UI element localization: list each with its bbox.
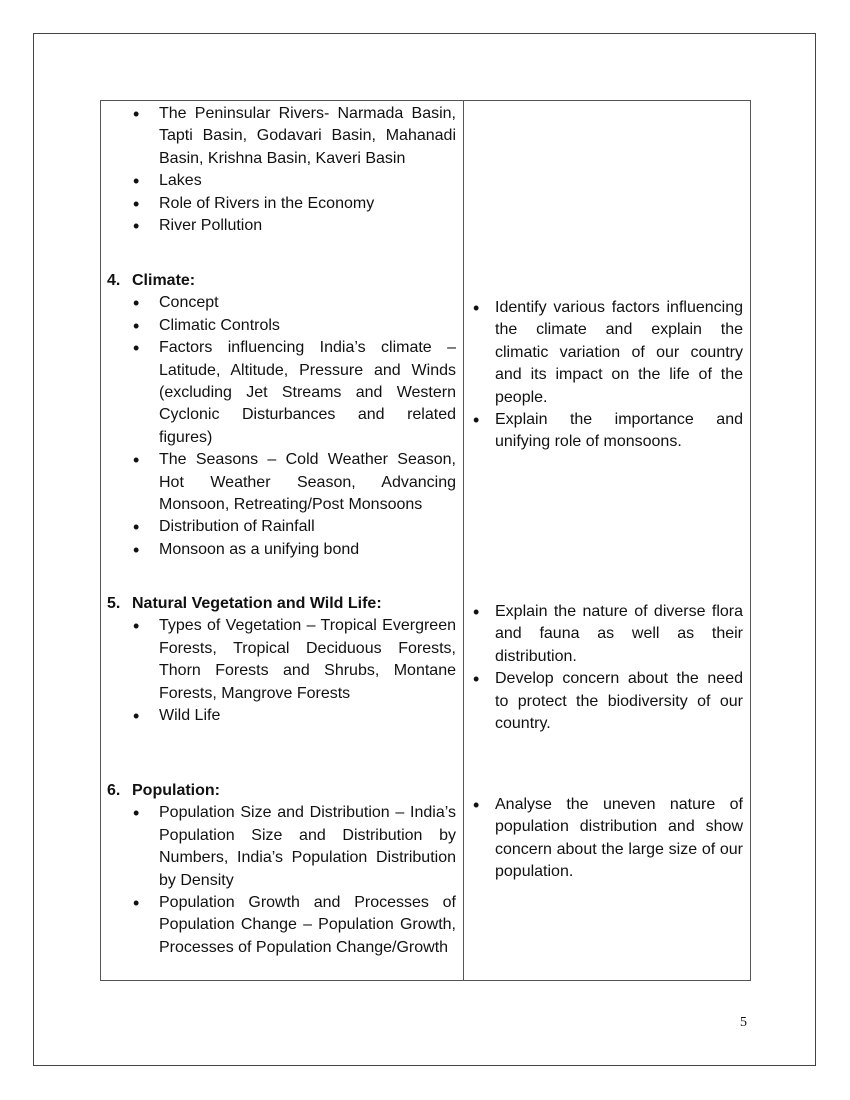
section-number: 6. (107, 782, 121, 799)
column-divider (463, 101, 464, 980)
list-item: • Develop concern about the need to protect the biodiversity of our country. (469, 668, 743, 735)
section-number: 4. (107, 272, 121, 289)
section-title: Climate: (132, 272, 196, 289)
section-heading (107, 593, 456, 615)
list-item: • Factors influencing India’s climate – Latitude, Altitude, Pressure and Winds (excluding Jet Streams and Western Cyclonic Disturbances and related figures) (107, 337, 456, 449)
population-list (107, 802, 456, 959)
climate-section (107, 270, 456, 561)
rivers-continued-block (107, 103, 456, 237)
population-section (107, 780, 456, 959)
list-item: • Climatic Controls (107, 315, 456, 337)
section-title: Population: (132, 782, 220, 799)
list-item: • Lakes (107, 170, 456, 192)
population-objectives-list (469, 794, 743, 884)
page-number: 5 (740, 1015, 747, 1030)
vegetation-objectives-list (469, 601, 743, 735)
list-item: • River Pollution (107, 215, 456, 237)
list-item: • Analyse the uneven nature of population distribution and show concern about the large size of our population. (469, 794, 743, 884)
section-heading (107, 270, 456, 292)
list-item: • Population Growth and Processes of Population Change – Population Growth, Processes of Population Change/Growth (107, 892, 456, 959)
climate-list (107, 292, 456, 561)
list-item: • Population Size and Distribution – India’s Population Size and Distribution by Numbers, India’s Population Distribution by Density (107, 802, 456, 892)
section-number: 5. (107, 595, 121, 612)
list-item: • Monsoon as a unifying bond (107, 539, 456, 561)
syllabus-table (100, 100, 751, 981)
list-item: • Wild Life (107, 705, 456, 727)
population-objectives (469, 794, 743, 884)
list-item: • The Peninsular Rivers- Narmada Basin, Tapti Basin, Godavari Basin, Mahanadi Basin, Krishna Basin, Kaveri Basin (107, 103, 456, 170)
list-item: • The Seasons – Cold Weather Season, Hot Weather Season, Advancing Monsoon, Retreating/Post Monsoons (107, 449, 456, 516)
section-heading (107, 780, 456, 802)
climate-objectives (469, 297, 743, 454)
list-item: • Types of Vegetation – Tropical Evergreen Forests, Tropical Deciduous Forests, Thorn Forests and Shrubs, Montane Forests, Mangrove Forests (107, 615, 456, 705)
list-item: • Concept (107, 292, 456, 314)
list-item: • Explain the importance and unifying role of monsoons. (469, 409, 743, 454)
section-title: Natural Vegetation and Wild Life: (132, 595, 382, 612)
list-item: • Role of Rivers in the Economy (107, 193, 456, 215)
vegetation-section (107, 593, 456, 727)
vegetation-list (107, 615, 456, 727)
list-item: • Explain the nature of diverse flora and fauna as well as their distribution. (469, 601, 743, 668)
rivers-list (107, 103, 456, 237)
climate-objectives-list (469, 297, 743, 454)
list-item: • Distribution of Rainfall (107, 516, 456, 538)
list-item: • Identify various factors influencing the climate and explain the climatic variation of our country and its impact on the life of the people. (469, 297, 743, 409)
vegetation-objectives (469, 601, 743, 735)
